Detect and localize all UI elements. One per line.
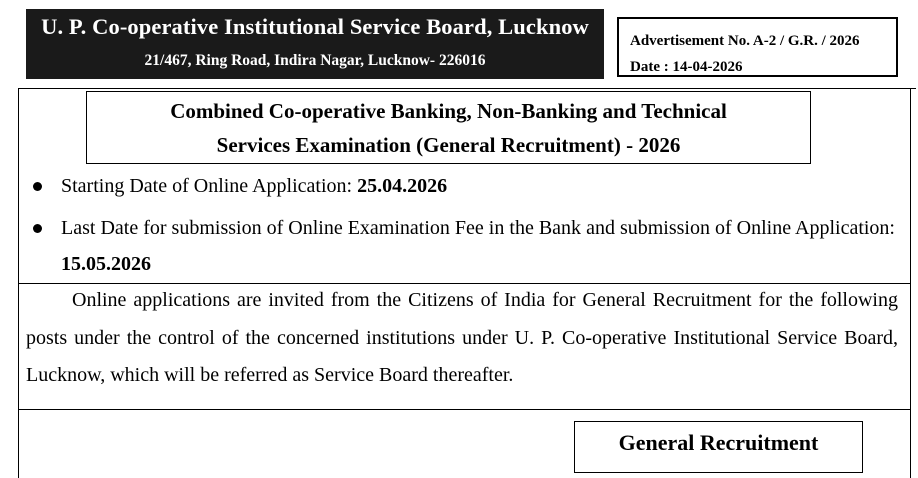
date-value: 15.05.2026: [61, 253, 151, 275]
divider-line: [18, 88, 916, 89]
divider-line: [18, 409, 910, 410]
organization-address: 21/467, Ring Road, Indira Nagar, Lucknow- 226016: [144, 52, 486, 69]
exam-title-line-2: Services Examination (General Recruitment) - 2026: [216, 133, 681, 157]
intro-paragraph: Online applications are invited from the Citizens of India for General Recruitment for the following posts under the control of the concerned institutions under U. P. Co-operative Institutional Service Board, Lucknow, which will be referred as Service Board thereafter.: [26, 289, 898, 386]
exam-title-line-1: Combined Co-operative Banking, Non-Banking and Technical: [170, 99, 727, 123]
frame-right-border: [910, 88, 911, 478]
date-value: 25.04.2026: [357, 175, 448, 197]
bullet-icon: [33, 182, 42, 191]
organization-header: [26, 9, 604, 79]
bullet-icon: [33, 224, 42, 233]
advertisement-box: [617, 17, 898, 77]
advertisement-number: Advertisement No. A-2 / G.R. / 2026: [630, 33, 860, 49]
date-label: Last Date for submission of Online Examination Fee in the Bank and submission of Online Application:: [61, 217, 895, 239]
section-heading: General Recruitment: [574, 421, 863, 473]
organization-name: U. P. Co-operative Institutional Service Board, Lucknow: [41, 14, 589, 39]
exam-title-box: [86, 91, 811, 164]
advertisement-date: Date : 14-04-2026: [630, 59, 743, 75]
date-label: Starting Date of Online Application:: [61, 175, 358, 197]
